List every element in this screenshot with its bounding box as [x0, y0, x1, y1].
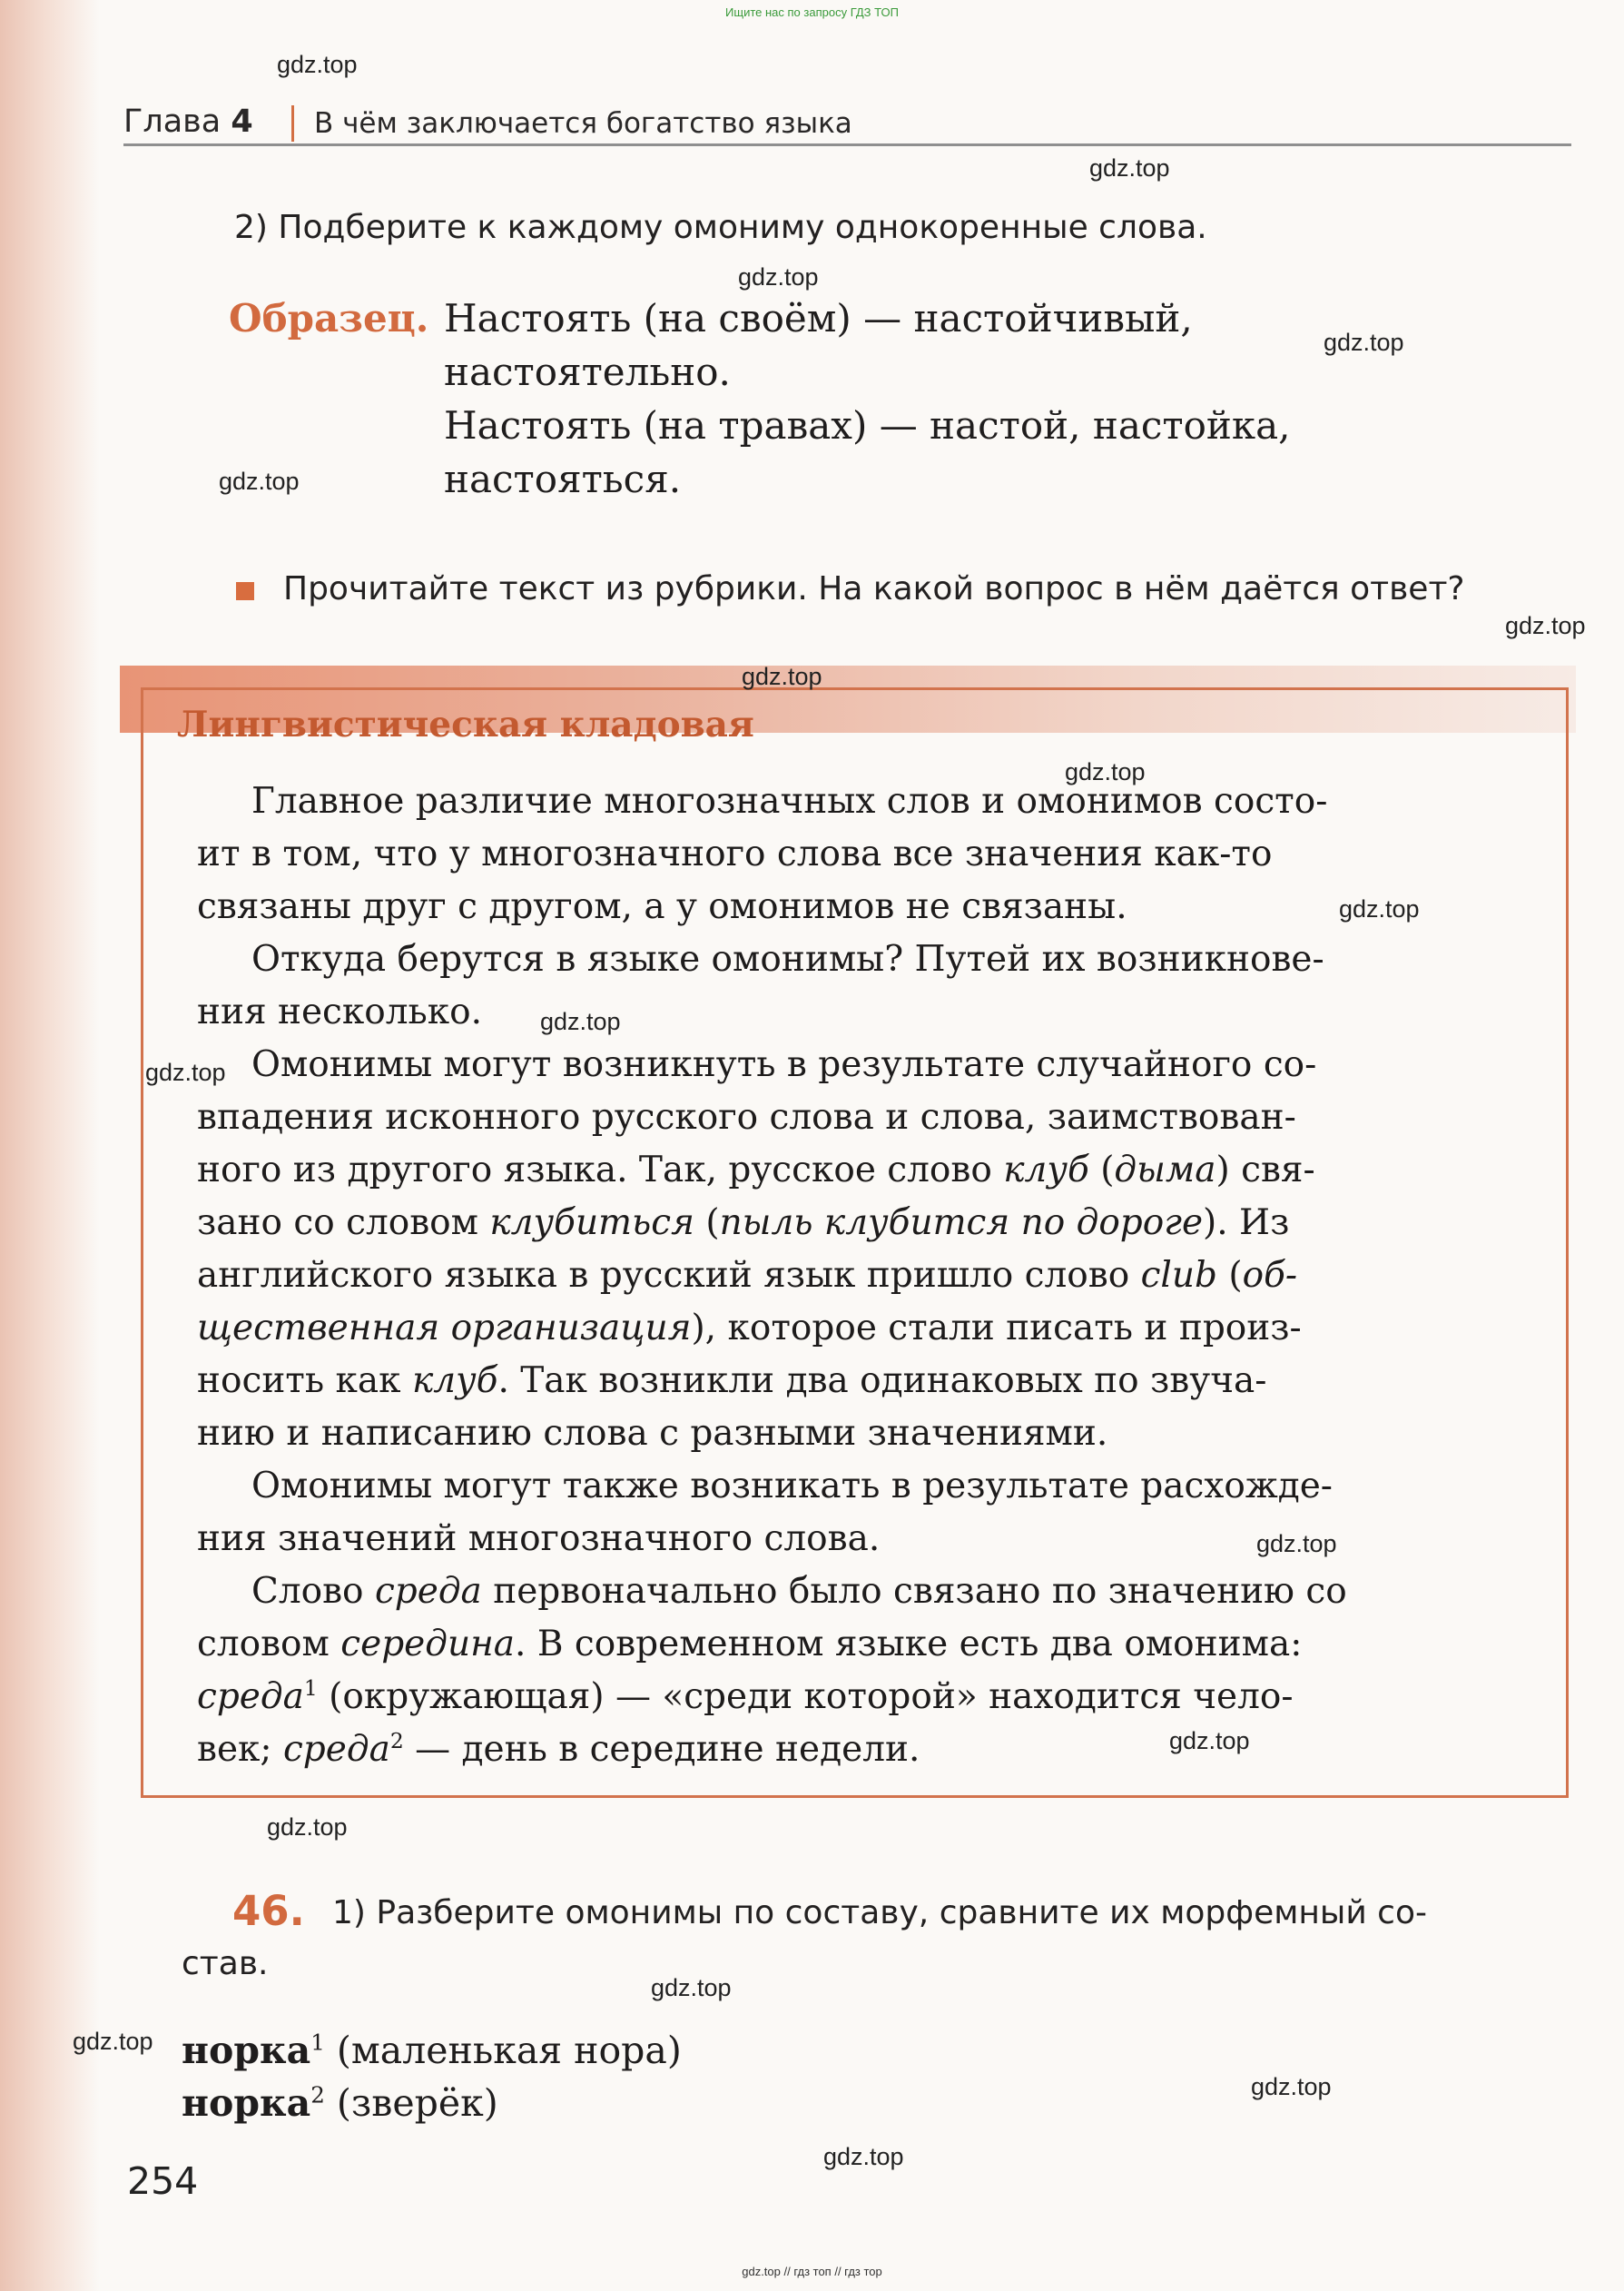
watermark-text: gdz.top — [540, 1008, 621, 1035]
box-line: ного из другого языка. Так, русское слово клуб (дыма) свя- — [197, 1150, 1315, 1190]
box-line: Главное различие многозначных слов и омонимов состо- — [251, 781, 1328, 822]
box-line: щественная организация), которое стали писать и произ- — [197, 1308, 1302, 1348]
running-header — [123, 100, 1567, 145]
box-line: зано со словом клубиться (пыль клубится по дороге). Из — [197, 1202, 1290, 1243]
box-line: Слово среда первоначально было связано по значению со — [251, 1571, 1347, 1612]
watermark-text: gdz.top — [145, 1059, 226, 1086]
box-line: словом середина. В современном языке есть два омонима: — [197, 1624, 1303, 1664]
sample-line: настоятельно. — [444, 350, 731, 394]
page-edge-shade — [0, 0, 100, 2291]
watermark-text: gdz.top — [1324, 329, 1404, 356]
box-line: ит в том, что у многозначного слова все значения как-то — [197, 834, 1273, 874]
box-line: Омонимы могут также возникать в результате расхожде- — [251, 1466, 1333, 1506]
sample-label: Образец. — [229, 296, 429, 341]
sample-line: Настоять (на своём) — настойчивый, — [444, 296, 1193, 341]
watermark-text: gdz.top — [1339, 895, 1420, 923]
box-line: английского языка в русский язык пришло слово club (об- — [197, 1255, 1298, 1296]
watermark-text: gdz.top — [1505, 612, 1586, 639]
watermark-text: gdz.top — [823, 2143, 904, 2170]
task-2-text: 2) Подберите к каждому омониму однокоренные слова. — [234, 209, 1207, 246]
bullet-square-icon — [236, 582, 254, 600]
box-line: век; среда$^2$ — день в середине недели. — [197, 1728, 920, 1770]
header-separator — [291, 105, 294, 142]
watermark-text: gdz.top — [742, 663, 822, 690]
question-text: Прочитайте текст из рубрики. На какой вопрос в нём даётся ответ? — [283, 570, 1465, 607]
watermark-text: gdz.top — [651, 1974, 732, 2001]
chapter-word: Глава — [123, 104, 221, 140]
chapter-title: В чём заключается богатство языка — [314, 107, 852, 140]
exercise-text: став. — [182, 1945, 269, 1982]
watermark-text: gdz.top — [1169, 1727, 1250, 1754]
watermark-text: gdz.top — [73, 2028, 153, 2055]
box-line: носить как клуб. Так возникли два одинаковых по звуча- — [197, 1360, 1267, 1401]
sample-line: Настоять (на травах) — настой, настойка, — [444, 403, 1291, 448]
chapter-label — [123, 104, 253, 140]
box-line: Омонимы могут возникнуть в результате случайного со- — [251, 1044, 1317, 1085]
box-line: ния значений многозначного слова. — [197, 1518, 881, 1559]
box-line: связаны друг с другом, а у омонимов не связаны. — [197, 886, 1127, 927]
sample-line: настояться. — [444, 457, 682, 501]
box-line: Откуда берутся в языке омонимы? Путей их возникнове- — [251, 939, 1324, 980]
box-title: Лингвистическая кладовая — [177, 704, 754, 746]
watermark-text: gdz.top — [738, 263, 819, 291]
bottom-note: gdz.top // гдз топ // гдз тор — [742, 2265, 882, 2278]
box-line: нию и написанию слова с разными значениями. — [197, 1413, 1108, 1454]
box-line: ния несколько. — [197, 992, 483, 1032]
watermark-text: gdz.top — [277, 51, 358, 78]
page-number: 254 — [127, 2159, 199, 2203]
exercise-text: 1) Разберите омонимы по составу, сравните их морфемный со- — [332, 1894, 1427, 1931]
homonym-word-1: норка$^1$ (маленькая нора) — [182, 2029, 682, 2072]
watermark-text: gdz.top — [1065, 758, 1146, 785]
top-note: Ищите нас по запросу ГДЗ ТОП — [725, 5, 899, 19]
watermark-text: gdz.top — [1256, 1530, 1337, 1557]
exercise-number: 46. — [232, 1887, 305, 1935]
watermark-text: gdz.top — [219, 468, 300, 495]
header-rule — [123, 143, 1571, 146]
box-line: среда$^1$ (окружающая) — «среди которой» находится чело- — [197, 1675, 1294, 1717]
watermark-text: gdz.top — [1089, 154, 1170, 182]
watermark-text: gdz.top — [267, 1813, 348, 1841]
chapter-number: 4 — [231, 104, 253, 140]
homonym-word-2: норка$^2$ (зверёк) — [182, 2081, 498, 2125]
watermark-text: gdz.top — [1251, 2073, 1332, 2100]
box-line: впадения исконного русского слова и слова, заимствован- — [197, 1097, 1296, 1138]
